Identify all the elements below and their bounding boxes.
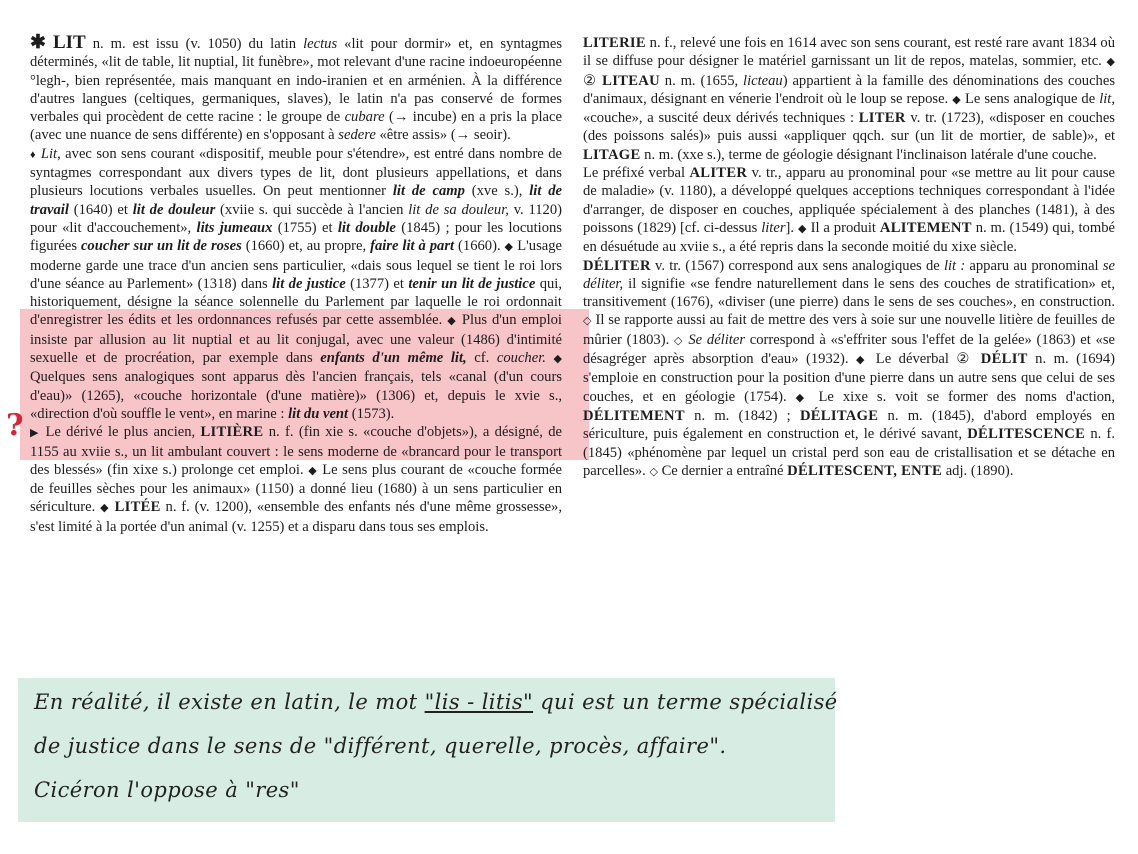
headword-litage: LITAGE — [583, 146, 641, 163]
italic-word: coucher. — [496, 350, 546, 367]
text: Quelques sens analogiques sont apparus dès l'ancien français, tels «canal (d'un cours d'eau)» (1265), «couche horizontale (d'une matière)» (1306) et, depuis le xvie s., «direction d'où souffle le vent», en marine : — [30, 369, 562, 422]
expression: faire lit à part — [370, 238, 455, 255]
star-icon: ✱ — [30, 32, 46, 53]
italic-word: Lit, — [36, 145, 61, 162]
expression: coucher sur un lit de roses — [80, 238, 242, 255]
text: (1845) ; pour les locutions figurées — [30, 219, 562, 255]
headword-liteau: LITEAU — [602, 72, 660, 89]
arrow-icon: ◆ — [308, 464, 318, 477]
text: v. tr. (1567) correspond aux sens analogiques de — [650, 257, 944, 274]
right-column — [583, 34, 1115, 481]
arrow-icon: ◆ — [504, 241, 514, 254]
arrow-icon: ◆ — [100, 502, 110, 515]
text: n. f. (fin xie s. «couche d'objets»), a désigné, de 1155 au xviie s., un lit ambulant couvert : le sens moderne de «brancard pour le transport des blessés» (fin xixe s.) prolonge cet emploi. — [30, 424, 562, 478]
headword-lit: LIT — [52, 32, 86, 53]
entry-lit — [30, 34, 562, 145]
expression: lit de douleur — [132, 201, 216, 218]
italic-word: lit de sa douleur, — [408, 201, 509, 218]
text: il signifie «se fendre naturellement dans le sens des couches de stratification» et, transitivement (1676), «diviser (une pierre) dans le sens de ses couches», en construction. — [583, 275, 1115, 311]
text: n. m. (1845), d'abord employés en sériculture, puis également en construction et, le dérivé savant, — [583, 407, 1115, 443]
text: ]. — [785, 219, 798, 236]
text: n. m. (xxe s.), terme de géologie désignant l'inclinaison latérale d'une couche. — [640, 146, 1097, 163]
expression: lit de justice — [272, 275, 346, 292]
headword-delit: DÉLIT — [980, 351, 1028, 368]
text — [546, 350, 554, 366]
arrow-icon: ◆ — [447, 315, 457, 328]
text: adj. (1890). — [942, 462, 1014, 479]
text: Il a produit — [806, 219, 880, 236]
handwritten-note — [18, 678, 838, 822]
text: (1660). — [454, 238, 505, 255]
expression: lit du vent — [288, 405, 349, 422]
entry-lit-usage — [30, 145, 562, 423]
note-line-1 — [34, 690, 838, 714]
italic-word: sedere — [338, 127, 376, 144]
text: n. f. (v. 1200), «ensemble des enfants nés d'une même grossesse», s'est limité à la portée d'un animal (v. 1255) et a disparu dans tous ses emplois. — [30, 499, 562, 535]
text: «couche», a suscité deux dérivés techniques : — [583, 110, 859, 127]
question-mark: ? — [6, 408, 24, 443]
entry-literie — [583, 34, 1115, 164]
headword-aliter: ALITER — [689, 165, 748, 182]
text: qui, historiquement, désigne la séance solennelle du Parlement par laquelle le roi ordonnait d'enregistrer les édits et les ordonnances refusés par cette assemblée. — [30, 275, 563, 329]
arrow-icon: ◆ — [952, 93, 961, 106]
italic-word: lit, — [1099, 90, 1115, 107]
text: n. m. (1655, — [659, 72, 744, 89]
text: cf. — [466, 350, 497, 367]
text: (xve s.), — [464, 183, 530, 200]
text: Le dérivé le plus ancien, — [40, 424, 201, 441]
headword-litiere: LITIÈRE — [200, 424, 264, 441]
expression: tenir un lit de justice — [408, 275, 536, 292]
italic-word: se déliter, — [583, 257, 1115, 292]
italic-word: lit : — [943, 257, 966, 274]
arrow-icon: ◆ — [1106, 56, 1115, 69]
text: n. m. (1842) ; — [684, 407, 800, 424]
note-text: qui est un terme spécialisé — [533, 690, 838, 714]
diamond-outline-icon: ◇ — [674, 334, 684, 347]
text: n. f., relevé une fois en 1614 avec son sens courant, est resté rare avant 1834 où il se diffuse pour désigner le matériel garnissant un lit de repos, matelas, sommier, etc. — [583, 35, 1115, 70]
text: (→ incube) en a pris la place (avec une nuance de sens différente) en s'opposant à — [30, 109, 562, 144]
italic-word: cubare — [344, 109, 385, 126]
expression: lit de camp — [392, 183, 465, 200]
text: apparu au pronominal — [965, 257, 1103, 274]
entry-deliter — [583, 257, 1115, 482]
arrow-icon: ◆ — [797, 222, 807, 235]
entry-litiere — [30, 423, 562, 536]
expression: enfants d'un même lit, — [320, 350, 467, 367]
expression: lit de travail — [30, 183, 563, 218]
note-text: En réalité, il existe en latin, le mot — [34, 690, 425, 714]
headword-delitescent: DÉLITESCENT, ENTE — [787, 462, 943, 479]
text: n. m. est issu (v. 1050) du latin — [85, 36, 304, 52]
text: Le préfixé verbal — [583, 165, 690, 182]
arrow-icon: ◆ — [856, 354, 869, 367]
text: «lit pour dormir» et, en syntagmes déterminés, «lit de table, lit nuptial, lit funèbre», mot relevant d'une racine indoeuropéenne °legh-, bien représentée, mais manquant en indo-iranien et en arménien. À la différence d'autres langues (celtiques, germaniques, slaves), le latin n'a pas conservé de formes verbales qui procèdent de cette racine : le groupe de — [30, 36, 562, 126]
text: Il se rapporte aussi au fait de mettre des vers à soie sur une nouvelle litière de feuilles de mûrier (1803). — [583, 312, 1115, 348]
text: Plus d'un emploi insiste par allusion au lit nuptial et au lit conjugal, avec une valeur (1486) d'intimité sexuelle et de procréation, par exemple dans — [30, 312, 562, 367]
text: n. m. (1549) qui, tombé en désuétude au xviie s., a été repris dans la seconde moitié du xixe siècle. — [583, 219, 1115, 256]
text: (1755) et — [272, 219, 338, 236]
diamond-outline-icon: ◇ — [649, 465, 658, 478]
headword-delitement: DÉLITEMENT — [583, 407, 685, 424]
headword-liter: LITER — [858, 110, 906, 127]
italic-word: liter — [761, 219, 786, 236]
text: L'usage moderne garde une trace d'un ancien sens particulier, «dais sous lequel se tient le roi lors d'une séance au Parlement» (1318) dans — [30, 238, 563, 292]
left-column — [30, 34, 562, 536]
expression: lits jumeaux — [196, 219, 273, 236]
headword-literie: LITERIE — [583, 35, 646, 51]
note-line-2: de justice dans le sens de "différent, querelle, procès, affaire". — [34, 734, 727, 758]
text: v. tr. (1723), «disposer en couches (des poissons salés)» puis aussi «appliquer qqch. sur (un lit de mortier, de sable)», et — [583, 110, 1115, 145]
entry-aliter — [583, 164, 1115, 256]
text: ② — [583, 72, 603, 89]
diamond-outline-icon: ◇ — [583, 315, 592, 328]
text: n. f. (1845) «phénomène par lequel un cristal perd son eau de cristallisation et se détache en parcelles». — [583, 426, 1115, 479]
note-line-3: Cicéron l'oppose à "res" — [34, 778, 300, 802]
diamond-icon: ♦ — [30, 148, 37, 161]
text: (1573). — [348, 405, 395, 422]
headword-deliter: DÉLITER — [583, 257, 651, 274]
text: avec son sens courant «dispositif, meuble pour s'étendre», est entré dans nombre de syntagmes correspondant aux divers types de lit, dont plusieurs appellations, et dans plusieurs locutions verbales usuelles. On peut mentionner — [30, 145, 562, 200]
text: Le sens analogique de — [960, 90, 1100, 107]
text: ) appartient à la famille des dénominations des couches d'animaux, désignant en vénerie l'endroit où le loup se repose. — [583, 72, 1115, 107]
text: «être assis» (→ seoir). — [375, 127, 511, 144]
text: n. m. (1694) s'emploie en construction pour la position d'une pierre dans un autre sens que celui de ses couches, et en géologie (1754). — [583, 351, 1115, 405]
text: v. tr., apparu au pronominal pour «se mettre au lit pour cause de maladie» (v. 1180), a développé quelques acceptions techniques correspondant à l'idée d'arranger, de disposer en couches, appliquée spécialement à des planches (1481), à des poissons (1829) [cf. ci-dessus — [583, 165, 1116, 236]
text: v. 1120) pour «lit d'accouchement», — [30, 201, 562, 236]
arrow-icon: ◆ — [553, 353, 562, 366]
text: (xviie s. qui succède à l'ancien — [215, 201, 409, 218]
headword-alitement: ALITEMENT — [879, 219, 972, 236]
italic-word: Se déliter — [683, 331, 745, 348]
triangle-icon: ▶ — [30, 427, 41, 440]
text: (1660) et, au propre, — [241, 238, 371, 255]
headword-delitage: DÉLITAGE — [799, 407, 879, 424]
text: Ce dernier a entraîné — [657, 462, 788, 479]
text: Le déverbal ② — [868, 351, 981, 368]
headword-litee: LITÉE — [114, 499, 161, 516]
text: Le xixe s. voit se former des noms d'action, — [809, 388, 1115, 405]
text: correspond à «s'effriter sous l'effet de la gelée» (1863) et «se désagréger après absorption d'eau» (1932). — [583, 331, 1115, 368]
text: Le sens plus courant de «couche formée de feuilles sèches pour les animaux» (1150) a donné lieu (1680) à un sens particulier en sériculture. — [30, 461, 563, 516]
expression: lit double — [337, 219, 396, 236]
arrow-icon: ◆ — [795, 391, 810, 404]
italic-word: lectus — [303, 36, 338, 52]
headword-delitescence: DÉLITESCENCE — [967, 426, 1086, 443]
text: (1377) et — [345, 275, 409, 292]
italic-word: licteau — [743, 72, 783, 89]
note-latin-word: "lis - litis" — [424, 690, 534, 714]
text: (1640) et — [68, 201, 133, 218]
